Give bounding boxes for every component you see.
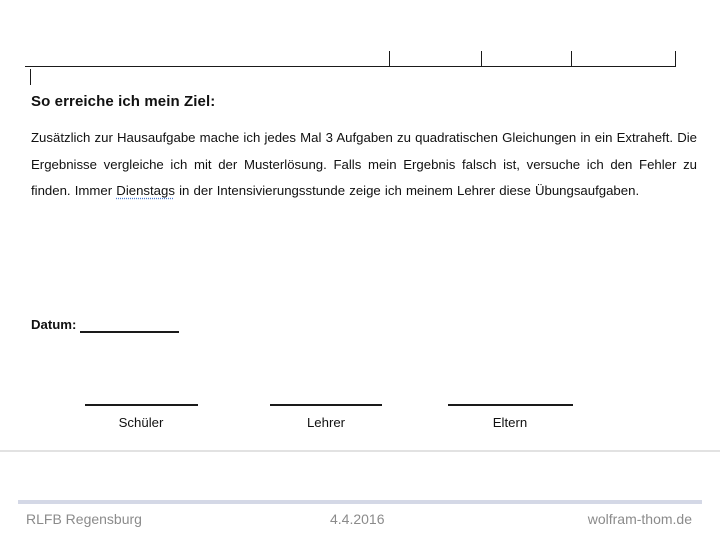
goal-text-part: in der Intensivierungsstunde zeige ich meinem Lehrer diese Übungsaufgaben. — [174, 183, 640, 198]
table-cell-divider — [389, 51, 390, 67]
footer-website: wolfram-thom.de — [587, 511, 692, 527]
table-left-border — [30, 69, 31, 85]
footer-organization: RLFB Regensburg — [26, 511, 142, 527]
table-top-border — [25, 66, 676, 67]
table-cell-divider — [481, 51, 482, 67]
signature-line-parents — [448, 404, 573, 406]
footer-rule — [18, 500, 702, 504]
signature-line-student — [85, 404, 198, 406]
datum-line — [80, 331, 179, 333]
signature-label-teacher: Lehrer — [306, 415, 346, 430]
table-cell-divider — [571, 51, 572, 67]
signature-label-parents: Eltern — [492, 415, 528, 430]
footer-date: 4.4.2016 — [330, 511, 385, 527]
signature-label-student: Schüler — [118, 415, 164, 430]
table-cell-divider — [675, 51, 676, 67]
footer-divider — [0, 450, 720, 452]
goal-text-marked-word: Dienstags — [116, 183, 175, 198]
goal-text-part: Zusätzlich zur Hausaufgabe mache ich jedes Mal 3 Aufgaben zu quadratischen Gleichungen in ein Extraheft. Die Ergebnisse vergleiche ich mit der Musterlösung. Falls mein Ergebnis falsch ist, versuche ich den Fehler zu finden. Immer — [31, 130, 697, 198]
goal-description — [31, 125, 697, 205]
goal-heading: So erreiche ich mein Ziel: — [31, 93, 216, 110]
signature-line-teacher — [270, 404, 382, 406]
datum-label: Datum: — [31, 317, 77, 332]
